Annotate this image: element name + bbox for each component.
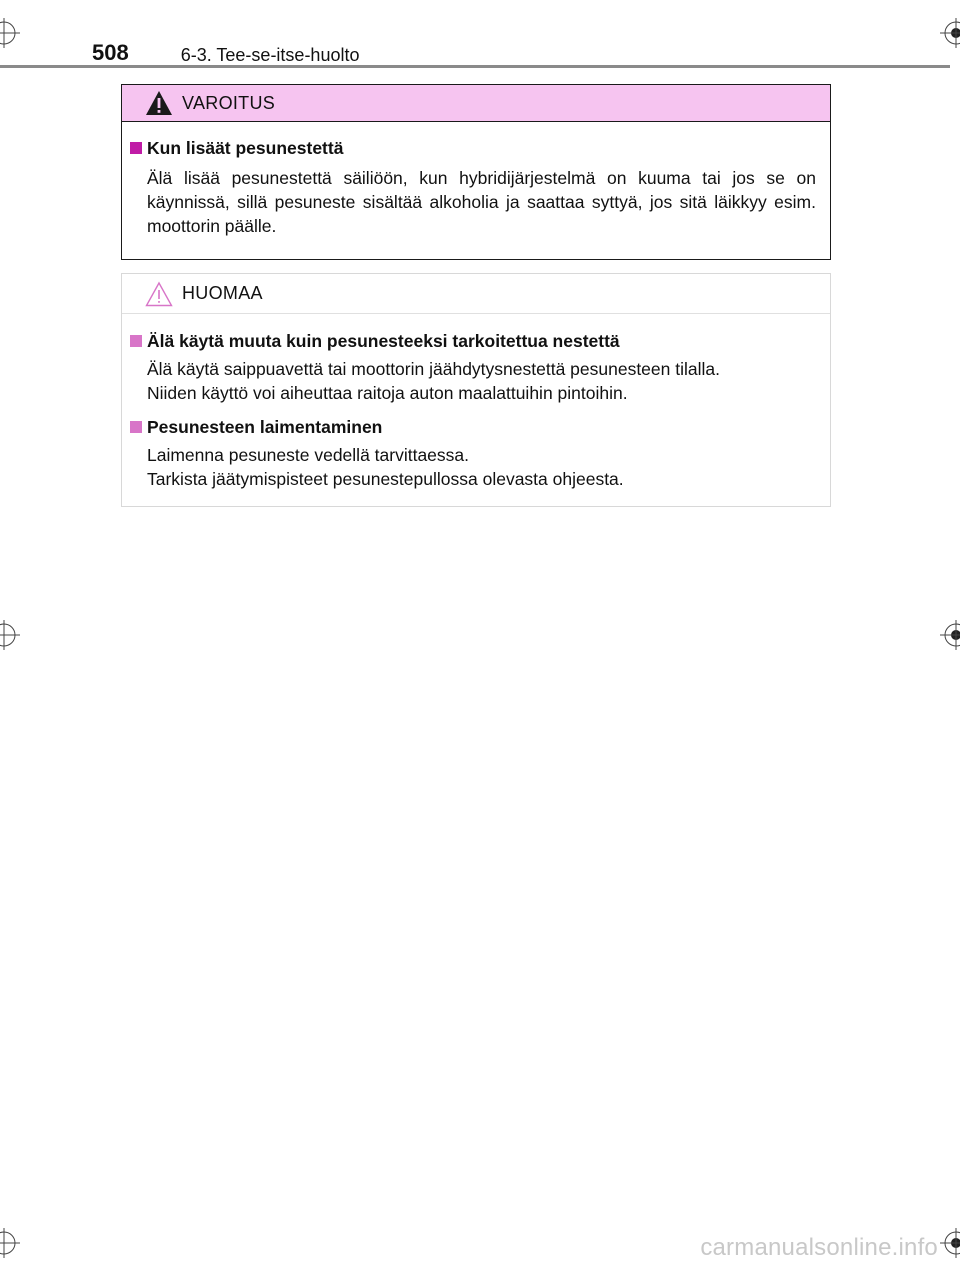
warning-box-body (122, 122, 830, 238)
warning-item-heading-text: Kun lisäät pesunestettä (147, 138, 344, 158)
square-bullet-icon (130, 335, 142, 347)
registration-mark-top-left (0, 18, 30, 48)
notice-item-text (147, 443, 816, 491)
warning-item (130, 136, 816, 238)
notice-label: HUOMAA (182, 283, 263, 303)
page-header (92, 28, 359, 64)
warning-box-header (122, 85, 830, 122)
notice-item (130, 329, 816, 405)
notice-item-heading-text: Pesunesteen laimentaminen (147, 417, 383, 437)
watermark: carmanualsonline.info (700, 1234, 938, 1261)
notice-box-header (122, 274, 830, 314)
page-number: 508 (92, 40, 129, 65)
square-bullet-icon (130, 421, 142, 433)
registration-mark-mid-right (930, 620, 960, 650)
notice-item-text (147, 357, 816, 405)
caution-triangle-outline-icon (144, 280, 174, 308)
notice-item-heading (130, 415, 816, 439)
notice-item-line: Älä käytä saippuavettä tai moottorin jäähdytysnestettä pesunesteen tilalla. (147, 359, 720, 379)
registration-mark-mid-left (0, 620, 30, 650)
registration-mark-top-right (930, 18, 960, 48)
warning-item-heading (130, 136, 816, 160)
notice-box (121, 273, 831, 507)
warning-label: VAROITUS (182, 92, 276, 113)
warning-box (121, 84, 831, 260)
registration-mark-bottom-left (0, 1228, 30, 1258)
notice-item-line: Tarkista jäätymispisteet pesunestepullossa olevasta ohjeesta. (147, 469, 624, 489)
notice-item-line: Niiden käyttö voi aiheuttaa raitoja auton maalattuihin pintoihin. (147, 383, 628, 403)
notice-item-heading (130, 329, 816, 353)
warning-triangle-icon (144, 89, 174, 117)
section-title: 6-3. Tee-se-itse-huolto (180, 45, 360, 65)
notice-box-body (122, 314, 830, 491)
warning-item-text: Älä lisää pesunestettä säiliöön, kun hybridijärjestelmä on kuuma tai jos se on käynnissä, sillä pesuneste sisältää alkoholia ja saattaa syttyä, jos sitä läikkyy esim. moottorin päälle. (147, 168, 816, 236)
notice-item-heading-text: Älä käytä muuta kuin pesunesteeksi tarkoitettua nestettä (147, 331, 620, 351)
notice-item (130, 415, 816, 491)
square-bullet-icon (130, 142, 142, 154)
header-divider (0, 65, 950, 68)
notice-item-line: Laimenna pesuneste vedellä tarvittaessa. (147, 445, 470, 465)
